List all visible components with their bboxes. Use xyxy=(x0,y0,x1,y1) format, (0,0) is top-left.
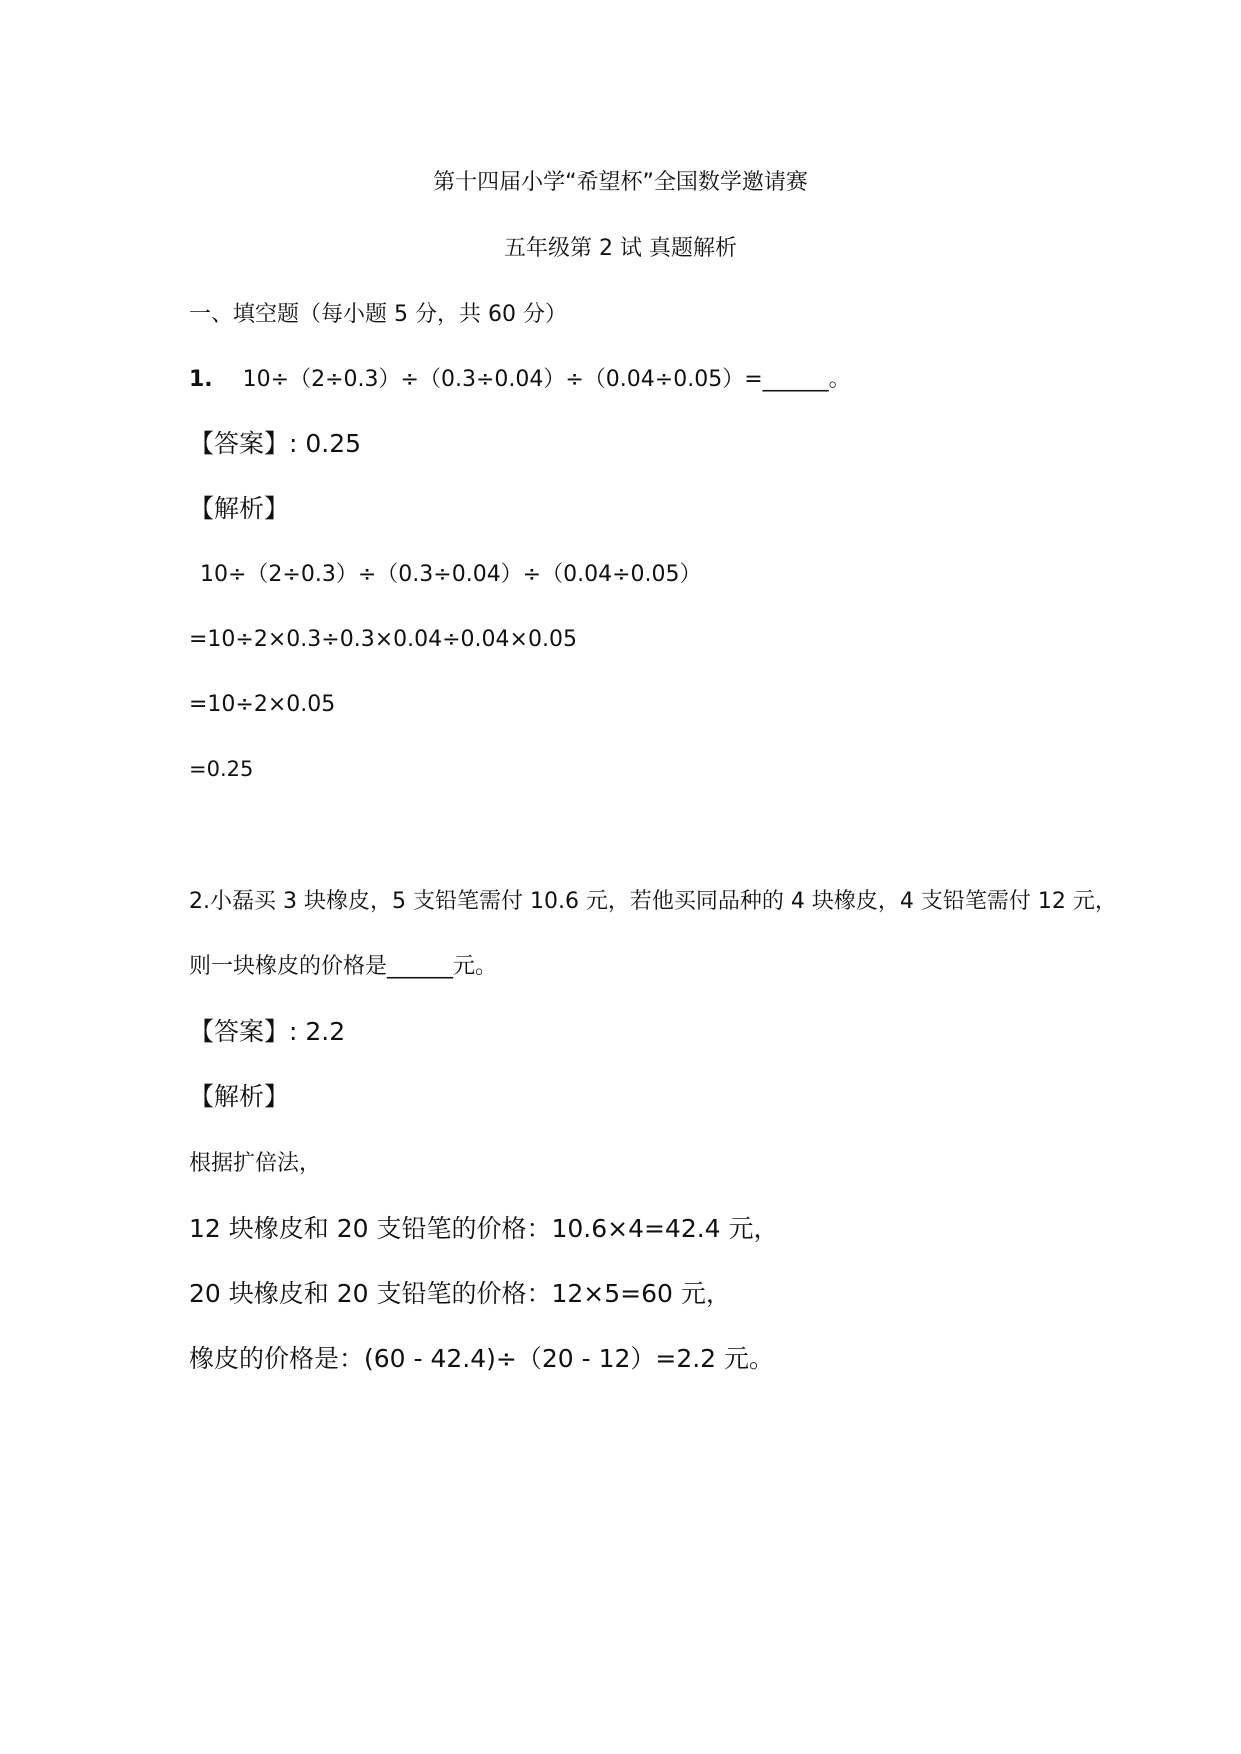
question-1-answer: 【答案】: 0.25 xyxy=(189,429,362,458)
question-1 xyxy=(189,367,851,393)
section-heading: 一、填空题（每小题 5 分，共 60 分） xyxy=(189,302,567,327)
page-title: 第十四届小学“希望杯”全国数学邀请赛 xyxy=(433,170,808,195)
question-1-text: 10÷（2÷0.3）÷（0.3÷0.04）÷（0.04÷0.05）=______。 xyxy=(242,367,851,392)
question-1-step-3: =10÷2×0.05 xyxy=(189,692,336,717)
question-2-analysis-label: 【解析】 xyxy=(189,1082,290,1111)
question-1-number: 1. xyxy=(189,367,213,392)
question-2-text-line-2: 则一块橡皮的价格是______元。 xyxy=(189,954,498,979)
question-1-analysis-label: 【解析】 xyxy=(189,494,290,523)
question-2-step-3: 20 块橡皮和 20 支铅笔的价格：12×5=60 元， xyxy=(189,1279,731,1308)
question-1-step-2: =10÷2×0.3÷0.3×0.04÷0.04×0.05 xyxy=(189,627,577,652)
question-1-step-1: 10÷（2÷0.3）÷（0.3÷0.04）÷（0.04÷0.05） xyxy=(200,562,702,587)
question-2-step-4: 橡皮的价格是：(60 - 42.4)÷（20 - 12）=2.2 元。 xyxy=(189,1344,775,1373)
question-2-step-2: 12 块橡皮和 20 支铅笔的价格：10.6×4=42.4 元， xyxy=(189,1214,779,1243)
question-1-step-4: =0.25 xyxy=(189,757,254,781)
question-2-text-line-1: 2.小磊买 3 块橡皮，5 支铅笔需付 10.6 元，若他买同品种的 4 块橡皮，4 支铅笔需付 12 元， xyxy=(189,889,1117,914)
question-2-answer: 【答案】: 2.2 xyxy=(189,1017,346,1046)
page-subtitle: 五年级第 2 试 真题解析 xyxy=(504,236,737,261)
question-2-step-1: 根据扩倍法， xyxy=(189,1151,322,1176)
